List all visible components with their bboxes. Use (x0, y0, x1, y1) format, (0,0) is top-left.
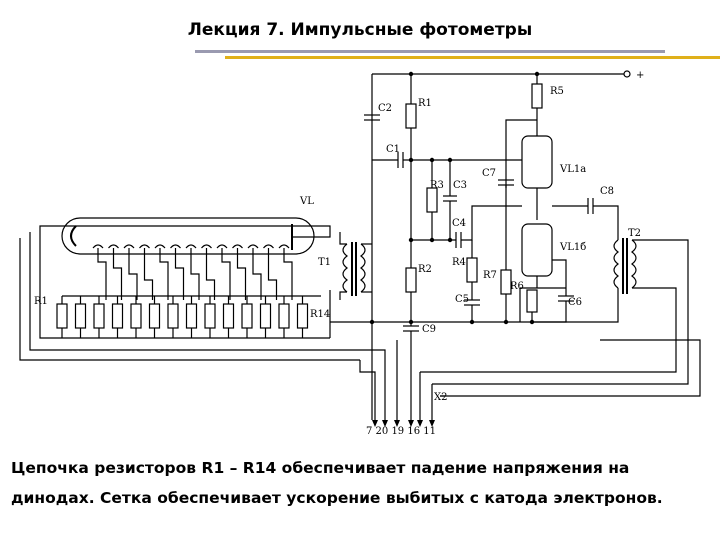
resistor-r4 (113, 304, 123, 328)
label-c4: C4 (452, 218, 467, 229)
transformer-t1 (340, 232, 372, 300)
label-r1-left: R1 (34, 296, 48, 307)
label-vl: VL (300, 196, 314, 207)
dynode-12 (264, 245, 274, 248)
resistor-r12 (261, 304, 271, 328)
label-vl1b: VL1б (560, 242, 587, 253)
resistor-r10 (224, 304, 234, 328)
label-c6: C6 (568, 297, 583, 308)
resistor-r3 (94, 304, 104, 328)
resistor-r8 (187, 304, 197, 328)
dynode-2 (109, 245, 119, 248)
dynode-lead-13 (284, 248, 292, 300)
label-c8: C8 (600, 186, 615, 197)
label-c5: C5 (455, 294, 470, 305)
dynode-lead-5 (160, 248, 168, 300)
label-x2: X2 (434, 392, 448, 403)
dynode-lead-6 (176, 248, 184, 300)
dynode-4 (140, 245, 150, 248)
resistor-r5 (131, 304, 141, 328)
label-t1: T1 (318, 257, 332, 268)
label-c3: C3 (453, 180, 468, 191)
dynode-lead-1 (98, 248, 106, 300)
dynode-lead-3 (129, 248, 137, 300)
resistor-r2 (76, 304, 86, 328)
resistor-r5 (532, 74, 542, 136)
resistor-r14 (298, 304, 308, 328)
caption-line-1: Цепочка резисторов R1 – R14 обеспечивает падение напряжения на (11, 459, 630, 477)
label-r7: R7 (483, 270, 497, 281)
label-r5: R5 (550, 86, 564, 97)
caption-line-2: динодах. Сетка обеспечивает ускорение выбитых с катода электронов. (11, 489, 663, 507)
dynode-lead-10 (238, 248, 246, 300)
dynode-8 (202, 245, 212, 248)
dynode-6 (171, 245, 181, 248)
resistor-r4 (467, 240, 477, 300)
outer-wiring (20, 226, 372, 360)
dynode-7 (186, 245, 196, 248)
label-c1: C1 (386, 144, 401, 155)
dynode-13 (279, 245, 289, 248)
ground-rail (330, 320, 560, 324)
label-r2: R2 (418, 264, 432, 275)
dynode-lead-11 (253, 248, 261, 300)
dynode-1 (93, 245, 103, 248)
resistor-r7 (168, 304, 178, 328)
label-c2: C2 (378, 103, 393, 114)
resistor-r13 (279, 304, 289, 328)
dynode-lead-7 (191, 248, 199, 300)
resistor-r2 (406, 268, 416, 322)
resistor-r6 (150, 304, 160, 328)
ground-node (409, 238, 456, 242)
dynode-lead-12 (269, 248, 277, 300)
label-r14: R14 (310, 309, 331, 320)
capacitor-c9 (403, 322, 419, 420)
resistor-r7 (501, 270, 511, 322)
resistor-r11 (242, 304, 252, 328)
resistor-divider-r1-r14 (57, 296, 321, 338)
photomultiplier-tube (62, 218, 314, 254)
dynode-5 (155, 245, 165, 248)
dynode-3 (124, 245, 134, 248)
dynode-9 (217, 245, 227, 248)
resistor-r1 (57, 304, 67, 328)
capacitor-c8 (588, 198, 618, 240)
label-r1-top: R1 (418, 98, 432, 109)
caption (11, 453, 711, 513)
dynode-lead-9 (222, 248, 230, 300)
dynode-lead-2 (114, 248, 122, 300)
label-pin-numbers: 7 20 19 16 11 (366, 426, 436, 437)
page-title: Лекция 7. Импульсные фотометры (187, 20, 533, 40)
dynode-11 (248, 245, 258, 248)
label-c7: C7 (482, 168, 497, 179)
dynode-10 (233, 245, 243, 248)
dynode-lead-4 (145, 248, 153, 300)
label-r3: R3 (430, 180, 444, 191)
resistor-r6 (520, 288, 566, 322)
capacitor-c7 (498, 180, 514, 270)
dynode-row (93, 245, 292, 300)
dynode-lead-8 (207, 248, 215, 300)
resistor-r9 (205, 304, 215, 328)
tube-vl1b (522, 224, 566, 288)
label-r6: R6 (510, 281, 524, 292)
resistor-r3 (411, 158, 522, 240)
label-vl1a: VL1a (560, 164, 587, 175)
label-plus: + (636, 70, 645, 81)
label-r4: R4 (452, 257, 466, 268)
label-c9: C9 (422, 324, 437, 335)
label-t2: T2 (628, 228, 642, 239)
